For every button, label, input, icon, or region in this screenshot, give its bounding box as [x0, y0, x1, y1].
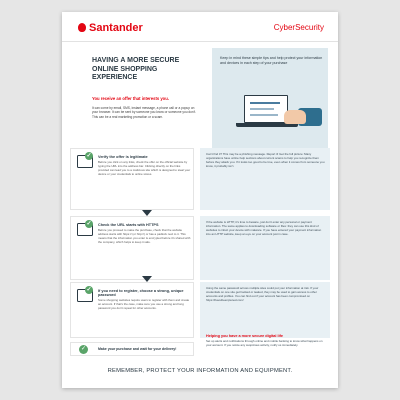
step-title: If you need to register, choose a strong, unique password — [98, 289, 184, 297]
check-icon: ✓ — [86, 221, 92, 227]
step-card — [70, 216, 194, 280]
step-warning — [200, 216, 330, 280]
infographic-page — [62, 12, 338, 388]
step-title: Check the URL starts with HTTPS — [98, 223, 159, 227]
check-icon: ✓ — [80, 346, 87, 352]
screen-line — [250, 102, 280, 104]
page-title: HAVING A MORE SECURE ONLINE SHOPPING EXPERIENCE — [92, 57, 180, 81]
step-warning — [200, 148, 330, 210]
tips-panel — [212, 48, 328, 148]
step-verify-offer — [70, 148, 330, 210]
step-title: Verify the offer is legitimate — [98, 155, 148, 159]
check-icon: ✓ — [86, 287, 92, 293]
final-step-text: Make your purchase and wait for your delivery! — [98, 347, 177, 351]
step-strong-password — [70, 282, 330, 338]
header — [62, 12, 338, 42]
laptop-illustration — [244, 95, 288, 123]
step-body: Before you proceed to make the purchase, check that the website address starts with https:// (or http://) or has a padlock next to it. This means that the information you enter is encrypted before it's shared with the company, which helps to keep it safe. — [98, 228, 191, 244]
screen-line — [250, 108, 274, 110]
step-body: Before you click on any links, check the offer on the official website by typing the URL into the address bar. Clicking directly on the links provided can lead you to a malicious site which is designed to steal your device or your credentials to online stores. — [98, 160, 191, 176]
step-warning-text: If the website is HTTP, it's time to beware, just don't enter any personal or payment information. The same applies to downloading software or files: they can use this kind of websites to infect your device with malware. If you have entered your payment information into an HTTP website, keep an eye on your account just in case. — [206, 220, 322, 236]
step-check-https — [70, 216, 330, 280]
brand-logo: Santander — [89, 22, 143, 34]
step-warning-text: Can't find it? This may be a phishing message. Report it! Get the full picture: Many organizations have online help sections about current scams to help you recognize them before they attack you. If it looks too good to be true, even when it comes from someone you know, it probably isn't. — [206, 152, 325, 168]
step-body: Some shopping websites require users to register with them and create an account. If that's the case, make sure you use a strong and long password you don't repeat for other accounts. — [98, 298, 190, 310]
hand-illustration — [284, 110, 306, 124]
step-card — [70, 148, 194, 210]
intro-subtitle: You receive an offer that interests you. — [92, 96, 169, 101]
help-section — [200, 334, 330, 362]
step-card — [70, 282, 194, 338]
footer-slogan: REMEMBER, PROTECT YOUR INFORMATION AND EQUIPMENT. — [107, 368, 293, 374]
step-warning — [200, 282, 330, 338]
help-text: Set up alerts and notifications through online and mobile banking to know what happens on your account. If you notice any suspicious activity, notify us immediately. — [206, 339, 323, 347]
help-title: Helping you have a more secure digital life — [206, 334, 284, 338]
tips-panel-text: Keep in mind these simple tips and help protect your information and devices in each step of your purchase — [220, 56, 323, 65]
check-icon: ✓ — [86, 153, 92, 159]
flame-icon — [78, 23, 86, 32]
screen-line — [250, 114, 278, 116]
section-tag: CyberSecurity — [273, 23, 324, 32]
step-warning-text: Using the same password across multiple sites could put your information at risk. If your credentials on one site get hacked or leaked, they may be used to gain access to other accounts and profiles. You can find out if your account has been compromised on https://haveibeenpwned.com/ — [206, 286, 319, 302]
intro-body: It can come by email, SMS, instant message, a phone call or a popup on your browser. It can be sent by someone you know or someone you don't. This can be a real marketing promotion or a scam. — [92, 106, 197, 119]
final-step — [70, 342, 194, 356]
